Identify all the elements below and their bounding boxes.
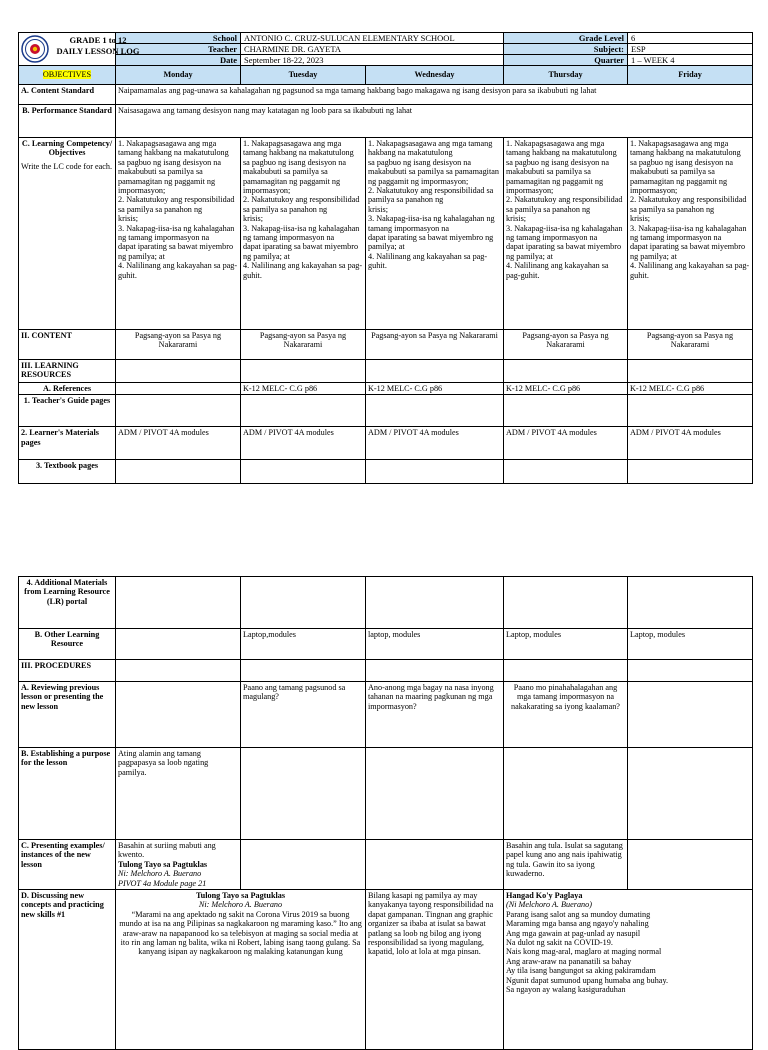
learning-competency-label-cell [19,138,116,330]
learning-competency-wednesday: 1. Nakapagsasagawa ang mga tamang hakbang na makatutulong sa pagbuo ng isang desisyon na makabubuti sa pamilya sa pamamagitan ng paggamit ng impormasyon; 2. Nakatutukoy ang responsibilidad sa pamilya sa panahon ng krisis; 3. Nakapag-iisa-isa ng kahalagahan ng tamang impormasyon na dapat iparating sa bawat miyembro ng pamilya; at 4. Nalilinang ang kakayahan sa pag-guhit. [366,138,504,330]
day-header-monday: Monday [116,66,241,85]
establishing-monday: Ating alamin ang tamang pagpapasya sa loob ngating pamilya. [116,748,241,840]
other-resources-tuesday: Laptop,modules [241,629,366,660]
establishing-label: B. Establishing a purpose for the lesson [19,748,116,840]
school-label: School [116,33,241,44]
reviewing-thursday: Paano mo pinahahalagahan ang mga tamang impormasyon na nakakarating sa iyong kaalaman? [504,682,628,748]
date-value: September 18-22, 2023 [241,55,504,66]
references-friday: K-12 MELC- C.G p86 [628,383,753,395]
discussing-poem-title: Hangad Ko'y Paglaya [506,891,583,901]
learning-competency-friday: 1. Nakapagsasagawa ang mga tamang hakbang na makatutulong sa pagbuo ng isang desisyon na makabubuti sa pamilya sa pamamagitan ng paggamit ng impormasyon; 2. Nakatutukoy ang responsibilidad sa pamilya sa panahon ng krisis; 3. Nakapag-iisa-isa ng kahalagahan ng tamang impormasyon na dapat iparating sa bawat miyembro ng pamilya; at 4. Nalilinang ang kakayahan sa pag-guhit. [628,138,753,330]
learners-materials-monday: ADM / PIVOT 4A modules [116,427,241,460]
additional-materials-label: 4. Additional Materials from Learning Resource (LR) portal [19,577,116,629]
deped-seal-icon [21,35,49,63]
grade-range: GRADE 1 to 12 [69,35,127,45]
quarter-value: 1 – WEEK 4 [628,55,753,66]
presenting-thursday: Basahin ang tula. Isulat sa sagutang papel kung ano ang nais ipahiwatig ng tula. Gawin ito sa iyong kuwaderno. [504,840,628,890]
procedures-label: III. PROCEDURES [19,660,116,682]
other-resources-wednesday: laptop, modules [366,629,504,660]
discussing-poem-author: (Ni Melchoro A. Buerano) [506,900,592,910]
content-label: II. CONTENT [19,330,116,360]
presenting-story-title: Tulong Tayo sa Pagtuklas [118,859,208,869]
discussing-poem-text: Parang isang salot ang sa mundoy dumating Maraming mga bansa ang ngayo'y nahaling Ang mga gawain at pag-unlad ay nasupil Na dulot ng sakit na COVID-19. Nais kong mag-aral, maglaro at maging normal Ang araw-araw na pananatili sa bahay Ay tila isang bangungot sa aking pakiramdam Ngunit dapat sumunod upang humaba ang buhay. Sa ngayon ay walang kasiguraduhan [506,909,669,995]
teacher-value: CHARMINE DR. GAYETA [241,44,504,55]
learning-resources-label: III. LEARNING RESOURCES [19,360,116,383]
reviewing-label: A. Reviewing previous lesson or presenting the new lesson [19,682,116,748]
content-tuesday: Pagsang-ayon sa Pasya ng Nakararami [241,330,366,360]
other-resources-friday: Laptop, modules [628,629,753,660]
other-resources-label: B. Other Learning Resource [19,629,116,660]
school-value: ANTONIO C. CRUZ-SULUCAN ELEMENTARY SCHOOL [241,33,504,44]
teachers-guide-label: 1. Teacher's Guide pages [19,395,116,427]
learners-materials-label: 2. Learner's Materials pages [19,427,116,460]
content-standard-text: Naipamamalas ang pag-unawa sa kahalagahan ng pagsunod sa mga tamang hakbang bago makagawa ng isang desisyon para sa ikabubuti ng lahat [116,85,753,105]
references-wednesday: K-12 MELC- C.G p86 [366,383,504,395]
content-friday: Pagsang-ayon sa Pasya ng Nakararami [628,330,753,360]
presenting-label: C. Presenting examples/ instances of the new lesson [19,840,116,890]
subject-value: ESP [628,44,753,55]
header-logo-cell [19,33,140,66]
other-resources-thursday: Laptop, modules [504,629,628,660]
lesson-log-table-top [18,32,753,484]
learners-materials-wednesday: ADM / PIVOT 4A modules [366,427,504,460]
reviewing-tuesday: Paano ang tamang pagsunod sa magulang? [241,682,366,748]
grade-level-value: 6 [628,33,753,44]
learning-competency-label: C. Learning Competency/ Objectives [21,139,113,158]
lesson-log-table-bottom [18,576,753,1050]
learners-materials-thursday: ADM / PIVOT 4A modules [504,427,628,460]
discussing-story-title: Tulong Tayo sa Pagtuklas [195,891,286,901]
content-thursday: Pagsang-ayon sa Pasya ng Nakararami [504,330,628,360]
quarter-label: Quarter [504,55,628,66]
log-title: DAILY LESSON LOG [56,45,140,56]
day-header-wednesday: Wednesday [366,66,504,85]
day-header-thursday: Thursday [504,66,628,85]
grade-level-label: Grade Level [504,33,628,44]
content-standard-label: A. Content Standard [19,85,116,105]
presenting-story-author: Ni: Melchoro A. Buerano [118,869,202,879]
presenting-module-ref: PIVOT 4a Module page 21 [118,878,207,888]
learners-materials-tuesday: ADM / PIVOT 4A modules [241,427,366,460]
performance-standard-label: B. Performance Standard [19,105,116,138]
learners-materials-friday: ADM / PIVOT 4A modules [628,427,753,460]
content-monday: Pagsang-ayon sa Pasya ng Nakararami [116,330,241,360]
learning-competency-monday: 1. Nakapagsasagawa ang mga tamang hakbang na makatutulong sa pagbuo ng isang desisyon na makabubuti sa pamilya sa pamamagitan ng paggamit ng impormasyon; 2. Nakatutukoy ang responsibilidad sa pamilya sa panahon ng krisis; 3. Nakapag-iisa-isa ng kahalagahan ng tamang impormasyon na dapat iparating sa bawat miyembro ng pamilya; at 4. Nalilinang ang kakayahan sa pag-guhit. [116,138,241,330]
day-header-friday: Friday [628,66,753,85]
date-label: Date [116,55,241,66]
day-header-tuesday: Tuesday [241,66,366,85]
discussing-story-author: Ni: Melchoro A. Buerano [198,900,283,910]
references-label: A. References [19,383,116,395]
discussing-wednesday: Bilang kasapi ng pamilya ay may kanyakanya tayong responsibilidad na dapat gampanan. Tingnan ang graphic organizer sa ibaba at isulat sa bawat patlang sa loob ng bilog ang iyong responsibilidad sa iyong magulang, kapatid, lolo at lola at mga pinsan. [366,890,504,1050]
discussing-story-text: “Marami na ang apektado ng sakit na Corona Virus 2019 sa buong mundo at isa na ang Pilipinas sa nagkakaroon ng maraming kaso.” Ito ang araw-araw na napapanood ko sa telebisyon at maging sa social media at ito rin ang laman ng balita, wika ni Robert, labing isang taong gulang. Sa kanyang isipan ay nagkakaroon ng malaking katanungan kung [119,909,362,957]
discussing-label: D. Discussing new concepts and practicing new skills #1 [19,890,116,1050]
learning-competency-thursday: 1. Nakapagsasagawa ang mga tamang hakbang na makatutulong sa pagbuo ng isang desisyon na makabubuti sa pamilya sa pamamagitan ng paggamit ng impormasyon; 2. Nakatutukoy ang responsibilidad sa pamilya sa panahon ng krisis; 3. Nakapag-iisa-isa ng kahalagahan ng tamang impormasyon na dapat iparating sa bawat miyembro ng pamilya; at 4. Nalilinang ang kakayahan sa pag-guhit. [504,138,628,330]
textbook-label: 3. Textbook pages [19,460,116,484]
content-wednesday: Pagsang-ayon sa Pasya ng Nakararami [366,330,504,360]
presenting-monday [116,840,241,890]
references-tuesday: K-12 MELC- C.G p86 [241,383,366,395]
reviewing-wednesday: Ano-anong mga bagay na nasa inyong tahanan na maaring pagkunan ng mga impormasyon? [366,682,504,748]
subject-label: Subject: [504,44,628,55]
objectives-header: OBJECTIVES [19,66,116,85]
learning-competency-tuesday: 1. Nakapagsasagawa ang mga tamang hakbang na makatutulong sa pagbuo ng isang desisyon na makabubuti sa pamilya sa pamamagitan ng paggamit ng impormasyon; 2. Nakatutukoy ang responsibilidad sa pamilya sa panahon ng krisis; 3. Nakapag-iisa-isa ng kahalagahan ng tamang impormasyon na dapat iparating sa bawat miyembro ng pamilya; at 4. Nalilinang ang kakayahan sa pag-guhit. [241,138,366,330]
references-thursday: K-12 MELC- C.G p86 [504,383,628,395]
presenting-intro: Basahin at suriing mabuti ang kwento. [118,841,216,860]
teacher-label: Teacher [116,44,241,55]
discussing-story [116,890,366,1050]
performance-standard-text: Naisasagawa ang tamang desisyon nang may katatagan ng loob para sa ikabubuti ng lahat [116,105,753,138]
discussing-poem [504,890,753,1050]
learning-competency-sublabel: Write the LC code for each. [21,161,113,171]
